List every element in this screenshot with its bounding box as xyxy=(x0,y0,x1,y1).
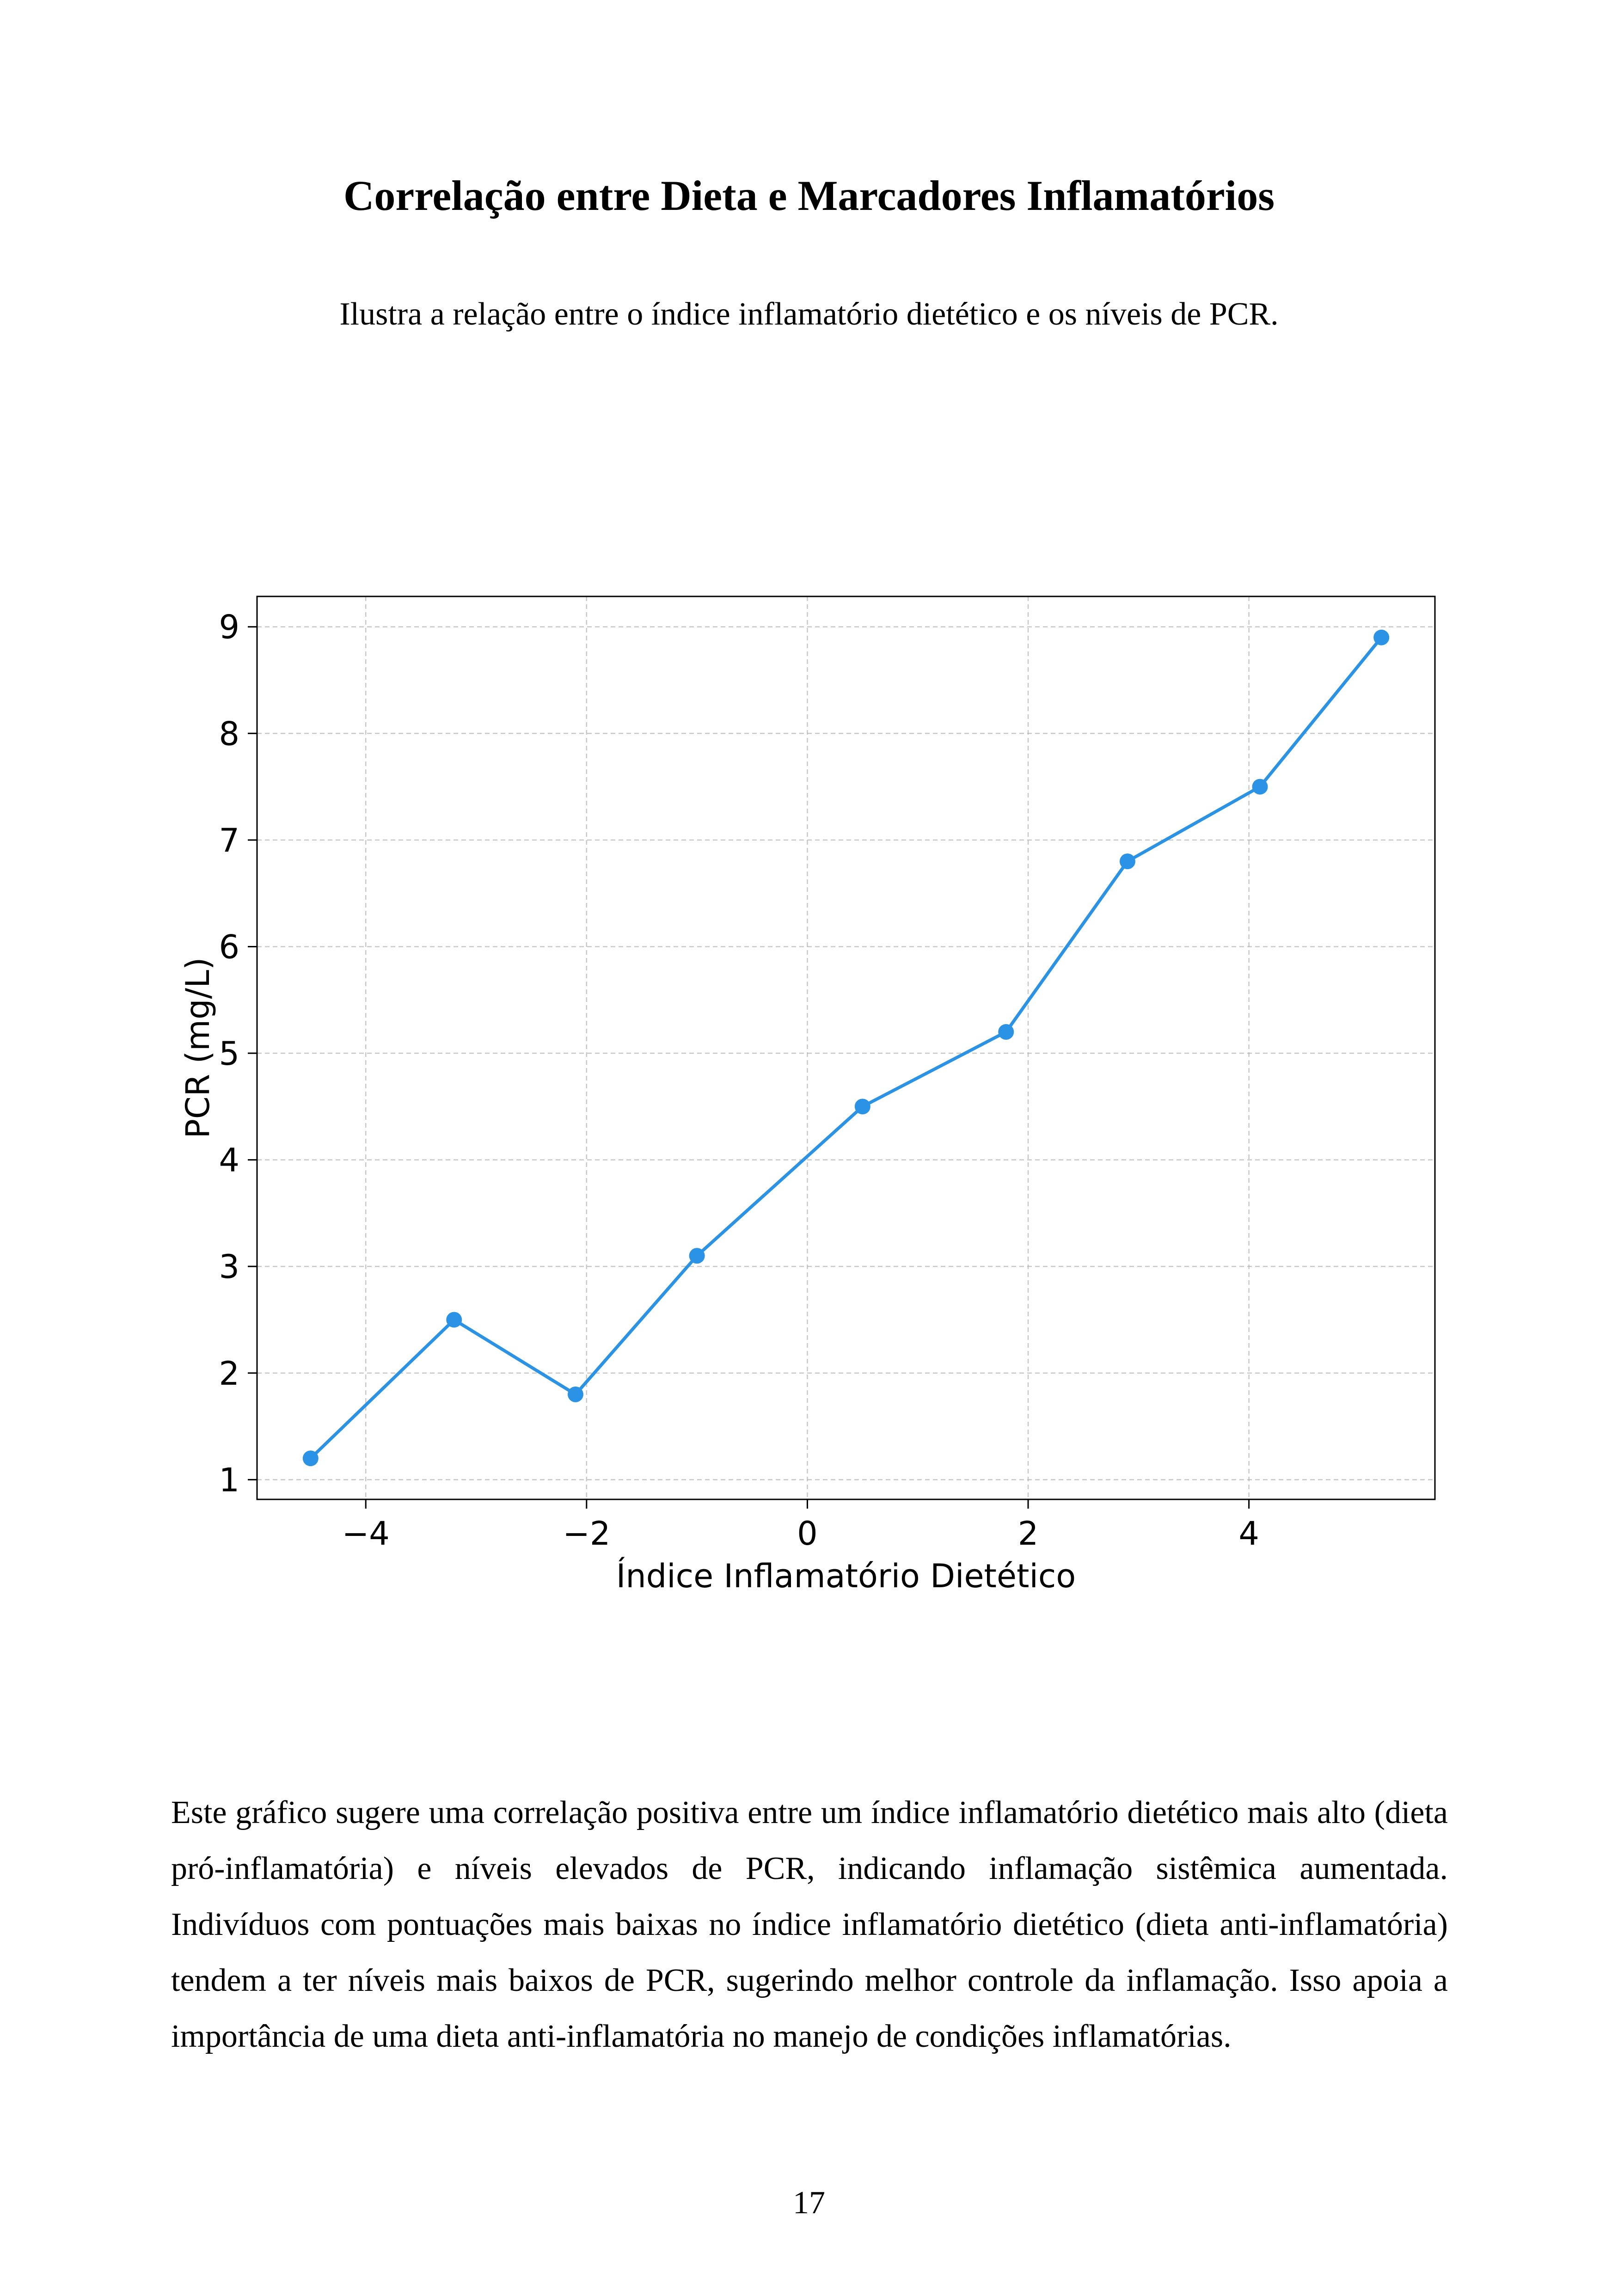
body-paragraph: Este gráfico sugere uma correlação positiva entre um índice inflamatório dietético mais alto (dieta pró-inflamatória) e níveis elevados de PCR, indicando inflamação sistêmica aumentada. Indivíduos com pontuações mais baixas no índice inflamatório dietético (dieta anti-inflamatória) tendem a ter níveis mais baixos de PCR, sugerindo melhor controle da inflamação. Isso apoia a importância de uma dieta anti-inflamatória no manejo de condições inflamatórias. xyxy=(171,1795,1448,2054)
x-tick-label: −2 xyxy=(563,1515,611,1553)
data-point xyxy=(1373,630,1389,645)
x-tick-label: 4 xyxy=(1238,1515,1259,1553)
y-tick-label: 9 xyxy=(219,608,239,646)
x-tick-label: 0 xyxy=(797,1515,818,1553)
x-axis-ticks xyxy=(342,1499,1259,1553)
y-axis-ticks xyxy=(219,608,257,1499)
y-tick-label: 1 xyxy=(219,1461,239,1499)
plot-frame xyxy=(257,596,1435,1499)
data-point xyxy=(1252,779,1268,795)
page-number: 17 xyxy=(793,2185,825,2221)
series-layer xyxy=(303,630,1389,1466)
y-tick-label: 2 xyxy=(219,1354,239,1393)
chart-caption: Ilustra a relação entre o índice inflamatório dietético e os níveis de PCR. xyxy=(339,296,1279,332)
y-axis-label: PCR (mg/L) xyxy=(179,957,217,1139)
y-tick-label: 8 xyxy=(219,715,239,753)
y-tick-label: 3 xyxy=(219,1248,239,1286)
series-line xyxy=(311,638,1381,1458)
data-point xyxy=(446,1312,462,1327)
data-point xyxy=(303,1450,319,1466)
data-point xyxy=(689,1248,705,1264)
data-point xyxy=(1120,853,1135,869)
x-tick-label: −4 xyxy=(342,1515,390,1553)
data-point xyxy=(855,1099,870,1114)
y-tick-label: 7 xyxy=(219,821,239,859)
page-title: Correlação entre Dieta e Marcadores Inflamatórios xyxy=(343,172,1275,219)
data-point xyxy=(568,1387,583,1402)
grid-lines xyxy=(257,596,1435,1499)
x-axis-label: Índice Inflamatório Dietético xyxy=(616,1557,1076,1595)
data-point xyxy=(998,1024,1014,1040)
x-tick-label: 2 xyxy=(1017,1515,1039,1553)
y-tick-label: 5 xyxy=(219,1035,239,1073)
y-tick-label: 6 xyxy=(219,928,239,966)
y-tick-label: 4 xyxy=(219,1141,239,1179)
